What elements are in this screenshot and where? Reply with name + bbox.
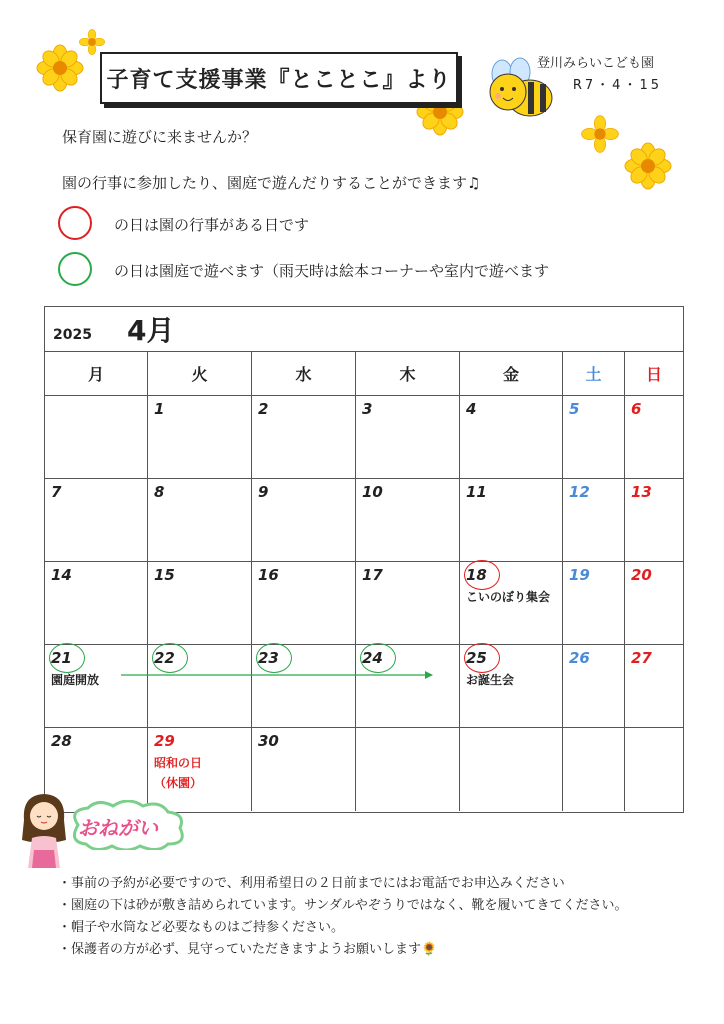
calendar-day-cell <box>45 479 148 562</box>
day-number: 6 <box>631 400 642 418</box>
day-number: 4 <box>466 400 477 418</box>
calendar-day-cell <box>563 396 625 479</box>
weekday-header: 火 <box>148 352 252 396</box>
calendar-day-cell <box>45 562 148 645</box>
day-number: 25 <box>466 649 487 667</box>
calendar-day-cell <box>460 396 563 479</box>
weekday-header: 水 <box>252 352 356 396</box>
day-number: 21 <box>51 649 72 667</box>
weekday-header: 土 <box>563 352 625 396</box>
day-event-note: お誕生会 <box>466 673 515 687</box>
sunflower-icon <box>37 45 83 91</box>
calendar-day-cell <box>148 479 252 562</box>
note-item: ・帽子や水筒など必要なものはご持参ください。 <box>58 920 345 935</box>
calendar-header <box>45 307 683 352</box>
calendar-day-cell <box>252 728 356 811</box>
note-item: ・保護者の方が必ず、見守っていただきますようお願いします🌻 <box>58 942 438 957</box>
calendar-day-cell <box>625 645 683 728</box>
day-number: 23 <box>258 649 279 667</box>
calendar-day-cell <box>460 728 563 811</box>
issue-date: R7・4・15 <box>572 78 662 93</box>
calendar-day-cell <box>252 396 356 479</box>
weekday-header: 日 <box>625 352 683 396</box>
calendar-day-cell <box>356 562 460 645</box>
day-number: 5 <box>569 400 580 418</box>
day-number: 27 <box>631 649 652 667</box>
day-number: 18 <box>466 566 487 584</box>
day-number: 22 <box>154 649 175 667</box>
legend-green-text: の日は園庭で遊べます（雨天時は絵本コーナーや室内で遊べます <box>114 262 550 280</box>
calendar-year: 2025 <box>53 327 92 343</box>
sunflower-icon <box>625 143 671 189</box>
page-title: 子育て支援事業『とことこ』より <box>100 52 458 104</box>
legend-red-text: の日は園の行事がある日です <box>114 216 310 234</box>
calendar-day-cell <box>563 728 625 811</box>
day-number: 24 <box>362 649 383 667</box>
calendar-day-cell <box>625 479 683 562</box>
calendar-day-cell <box>563 645 625 728</box>
day-event-note: 昭和の日 <box>154 756 203 770</box>
calendar-day-cell <box>45 645 148 728</box>
open-yard-ring <box>49 643 85 673</box>
day-number: 11 <box>466 483 487 501</box>
calendar-day-cell <box>148 645 252 728</box>
intro-line-2: 園の行事に参加したり、園庭で遊んだりすることができます♫ <box>62 174 481 192</box>
weekday-header: 月 <box>45 352 148 396</box>
note-item: ・事前の予約が必要ですので、利用希望日の２日前までにはお電話でお申込みください <box>58 876 565 891</box>
notes-list <box>58 873 628 961</box>
calendar-day-cell <box>148 728 252 811</box>
day-number: 8 <box>154 483 165 501</box>
calendar-day-cell <box>625 396 683 479</box>
calendar-day-cell <box>356 728 460 811</box>
calendar-day-cell <box>252 645 356 728</box>
calendar-day-cell <box>148 562 252 645</box>
calendar-grid <box>45 352 683 812</box>
calendar-day-cell <box>625 562 683 645</box>
day-event-note: 園庭開放 <box>51 673 100 687</box>
sunflower-icon <box>582 116 619 153</box>
day-number: 1 <box>154 400 165 418</box>
sunflower-icon <box>79 29 104 54</box>
note-item: ・園庭の下は砂が敷き詰められています。サンダルやぞうりではなく、靴を履いてきてください。 <box>58 898 628 913</box>
open-yard-ring <box>256 643 292 673</box>
day-number: 17 <box>362 566 383 584</box>
calendar-day-cell <box>45 396 148 479</box>
weekday-header: 木 <box>356 352 460 396</box>
calendar-day-cell <box>460 645 563 728</box>
day-number: 9 <box>258 483 269 501</box>
day-number: 7 <box>51 483 62 501</box>
legend-red-circle <box>58 206 92 240</box>
day-number: 15 <box>154 566 175 584</box>
weekday-header: 金 <box>460 352 563 396</box>
calendar-day-cell <box>625 728 683 811</box>
legend-green-circle <box>58 252 92 286</box>
calendar-day-cell <box>563 562 625 645</box>
calendar <box>44 306 684 813</box>
calendar-day-cell <box>460 479 563 562</box>
day-number: 13 <box>631 483 652 501</box>
day-number: 16 <box>258 566 279 584</box>
open-yard-ring <box>152 643 188 673</box>
day-number: 26 <box>569 649 590 667</box>
calendar-day-cell <box>563 479 625 562</box>
calendar-day-cell <box>460 562 563 645</box>
event-ring <box>464 560 500 590</box>
day-number: 28 <box>51 732 72 750</box>
open-yard-ring <box>360 643 396 673</box>
organization-name: 登川みらいこども園 <box>536 56 654 71</box>
day-number: 10 <box>362 483 383 501</box>
day-number: 19 <box>569 566 590 584</box>
day-event-note: （休園） <box>154 776 203 790</box>
woman-illustration-icon <box>14 790 74 870</box>
calendar-day-cell <box>356 645 460 728</box>
day-number: 2 <box>258 400 269 418</box>
day-number: 29 <box>154 732 175 750</box>
calendar-day-cell <box>356 479 460 562</box>
day-number: 12 <box>569 483 590 501</box>
day-number: 3 <box>362 400 373 418</box>
calendar-day-cell <box>252 562 356 645</box>
calendar-month: 4月 <box>127 314 175 347</box>
day-event-note: こいのぼり集会 <box>466 590 551 604</box>
day-number: 30 <box>258 732 279 750</box>
calendar-day-cell <box>356 396 460 479</box>
calendar-day-cell <box>252 479 356 562</box>
intro-line-1: 保育園に遊びに来ませんか？ <box>62 128 258 146</box>
calendar-day-cell <box>148 396 252 479</box>
day-number: 14 <box>51 566 72 584</box>
day-number: 20 <box>631 566 652 584</box>
event-ring <box>464 643 500 673</box>
onegai-label: おねがい <box>78 816 158 840</box>
